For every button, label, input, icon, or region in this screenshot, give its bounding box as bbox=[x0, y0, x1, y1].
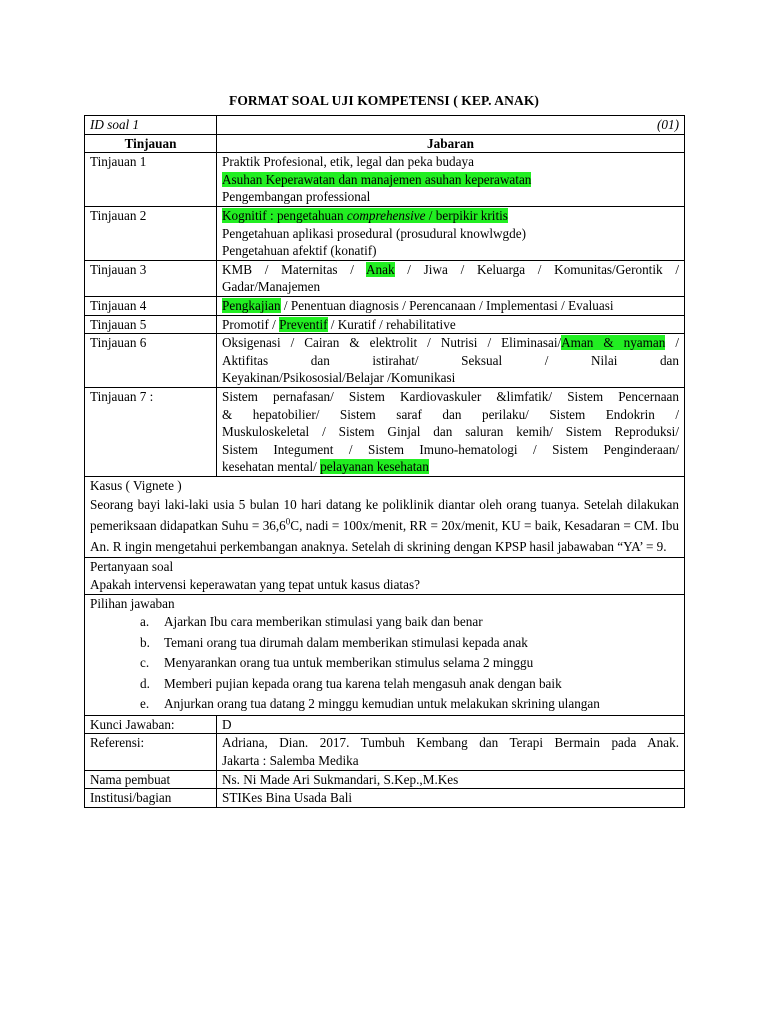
kasus-cell bbox=[85, 476, 685, 558]
tinjauan-jabaran bbox=[217, 206, 685, 260]
referensi-row bbox=[85, 734, 685, 770]
jabaran-text: Gadar/Manajemen bbox=[222, 279, 321, 295]
jabaran-text: Promotif / bbox=[222, 316, 280, 332]
pilihan-row bbox=[85, 594, 685, 715]
kasus-text-part2: C, nadi = 100x/menit, RR = 20x/menit, KU = baik, Kesadaran = CM. Ibu An. R ingin mengetahui perkembangan anaknya. Setelah di skrining dengan KPSP hasil jabawaban “YA’ = 9. bbox=[90, 518, 679, 555]
tinjauan-jabaran bbox=[217, 315, 685, 334]
jabaran-text: Pengetahuan afektif (konatif) bbox=[222, 243, 377, 259]
kasus-text bbox=[90, 494, 679, 557]
pertanyaan-label: Pertanyaan soal bbox=[90, 559, 174, 575]
pembuat-label: Nama pembuat bbox=[85, 770, 217, 789]
highlighted-text: Anak bbox=[365, 261, 395, 277]
kunci-value: D bbox=[217, 715, 685, 734]
jabaran-line bbox=[222, 369, 679, 387]
jabaran-line bbox=[222, 207, 679, 225]
jabaran-text: Sistem pernafasan/ Sistem Kardiovaskuler &limfatik/ Sistem Pencernaan bbox=[222, 388, 679, 404]
jabaran-text: / Penentuan diagnosis / Perencanaan / Implementasi / Evaluasi bbox=[280, 297, 614, 313]
jabaran-text: / Kuratif / rehabilitative bbox=[327, 316, 456, 332]
referensi-value bbox=[217, 734, 685, 770]
jabaran-line bbox=[222, 297, 679, 315]
jabaran-text: Sistem Integument / Sistem Imuno-hematologi / Sistem Penginderaan/ bbox=[222, 441, 679, 457]
jabaran-text: / bbox=[665, 335, 680, 351]
institusi-value: STIKes Bina Usada Bali bbox=[217, 789, 685, 808]
jabaran-text: Pengetahuan aplikasi prosedural (prosudural knowlwgde) bbox=[222, 225, 526, 241]
option-text: Ajarkan Ibu cara memberikan stimulasi yang baik dan benar bbox=[164, 614, 483, 630]
option-text: Menyarankan orang tua untuk memberikan stimulus selama 2 minggu bbox=[164, 655, 534, 671]
tinjauan-jabaran bbox=[217, 334, 685, 388]
tinjauan-label: Tinjauan 6 bbox=[85, 334, 217, 388]
jabaran-line bbox=[222, 171, 679, 189]
answer-option bbox=[140, 633, 679, 654]
jabaran-text: & hepatobilier/ Sistem saraf dan perilaku/ Sistem Endokrin / bbox=[222, 406, 679, 422]
kunci-label: Kunci Jawaban: bbox=[85, 715, 217, 734]
jabaran-line bbox=[222, 188, 679, 206]
institusi-label: Institusi/bagian bbox=[85, 789, 217, 808]
jabaran-line bbox=[222, 423, 679, 441]
tinjauan-row bbox=[85, 153, 685, 207]
tinjauan-row bbox=[85, 260, 685, 296]
header-jabaran: Jabaran bbox=[217, 134, 685, 153]
jabaran-line bbox=[222, 334, 679, 352]
jabaran-text: Muskuloskeletal / Sistem Ginjal dan saluran kemih/ Sistem Reproduksi/ bbox=[222, 424, 679, 440]
id-soal-number: (01) bbox=[217, 116, 685, 135]
tinjauan-jabaran bbox=[217, 296, 685, 315]
option-letter: a. bbox=[140, 614, 150, 630]
kunci-row bbox=[85, 715, 685, 734]
pilihan-label: Pilihan jawaban bbox=[90, 595, 175, 611]
highlighted-text: Preventif bbox=[279, 316, 328, 332]
jabaran-line bbox=[222, 261, 679, 279]
tinjauan-jabaran bbox=[217, 153, 685, 207]
option-letter: b. bbox=[140, 634, 150, 650]
answer-option bbox=[140, 694, 679, 715]
highlighted-text: Kognitif : pengetahuan bbox=[222, 207, 347, 223]
answer-option bbox=[140, 674, 679, 695]
jabaran-text: kesehatan mental/ bbox=[222, 459, 321, 475]
tinjauan-jabaran bbox=[217, 260, 685, 296]
jabaran-text: / Jiwa / Keluarga / Komunitas/Gerontik / bbox=[394, 261, 679, 277]
pertanyaan-cell bbox=[85, 558, 685, 594]
tinjauan-row bbox=[85, 315, 685, 334]
pilihan-cell bbox=[85, 594, 685, 715]
tinjauan-label: Tinjauan 5 bbox=[85, 315, 217, 334]
answer-options-list bbox=[90, 612, 679, 715]
pertanyaan-row bbox=[85, 558, 685, 594]
institusi-row bbox=[85, 789, 685, 808]
highlighted-text: Asuhan Keperawatan dan manajemen asuhan keperawatan bbox=[222, 171, 532, 187]
answer-option bbox=[140, 653, 679, 674]
jabaran-text: Aktifitas dan istirahat/ Seksual / Nilai dan bbox=[222, 352, 679, 368]
jabaran-text: Oksigenasi / Cairan & elektrolit / Nutrisi / Eliminasai/ bbox=[222, 335, 562, 351]
jabaran-text: Pengembangan professional bbox=[222, 189, 371, 205]
jabaran-text: Praktik Profesional, etik, legal dan peka budaya bbox=[222, 154, 474, 170]
header-tinjauan: Tinjauan bbox=[85, 134, 217, 153]
degree-superscript: 0 bbox=[285, 517, 291, 528]
tinjauan-row bbox=[85, 387, 685, 476]
option-text: Temani orang tua dirumah dalam memberikan stimulasi kepada anak bbox=[164, 634, 528, 650]
question-format-table bbox=[84, 115, 685, 808]
kasus-label: Kasus ( Vignete ) bbox=[90, 477, 182, 493]
highlighted-text: comprehensive bbox=[346, 207, 426, 223]
tinjauan-label: Tinjauan 1 bbox=[85, 153, 217, 207]
pembuat-value: Ns. Ni Made Ari Sukmandari, S.Kep.,M.Kes bbox=[217, 770, 685, 789]
jabaran-line bbox=[222, 406, 679, 424]
tinjauan-label: Tinjauan 2 bbox=[85, 206, 217, 260]
jabaran-line bbox=[222, 388, 679, 406]
option-letter: c. bbox=[140, 655, 150, 671]
jabaran-text: Keyakinan/Psikososial/Belajar /Komunikasi bbox=[222, 370, 456, 386]
answer-option bbox=[140, 612, 679, 633]
option-text: Memberi pujian kepada orang tua karena telah mengasuh anak dengan baik bbox=[164, 675, 562, 691]
id-soal-label: ID soal 1 bbox=[85, 116, 217, 135]
jabaran-line bbox=[222, 352, 679, 370]
option-letter: d. bbox=[140, 675, 150, 691]
pertanyaan-text: Apakah intervensi keperawatan yang tepat untuk kasus diatas? bbox=[90, 577, 420, 593]
tinjauan-label: Tinjauan 7 : bbox=[85, 387, 217, 476]
tinjauan-label: Tinjauan 4 bbox=[85, 296, 217, 315]
highlighted-text: / berpikir kritis bbox=[425, 207, 508, 223]
jabaran-line bbox=[222, 242, 679, 260]
highlighted-text: pelayanan kesehatan bbox=[320, 459, 429, 475]
kasus-row bbox=[85, 476, 685, 558]
jabaran-line bbox=[222, 278, 679, 296]
id-row bbox=[85, 116, 685, 135]
option-text: Anjurkan orang tua datang 2 minggu kemudian untuk melakukan skrining ulangan bbox=[164, 696, 600, 712]
referensi-line-2: Jakarta : Salemba Medika bbox=[222, 752, 359, 768]
tinjauan-jabaran bbox=[217, 387, 685, 476]
document-title: FORMAT SOAL UJI KOMPETENSI ( KEP. ANAK) bbox=[228, 93, 540, 108]
highlighted-text: Pengkajian bbox=[222, 297, 281, 313]
tinjauan-row bbox=[85, 296, 685, 315]
jabaran-line bbox=[222, 458, 679, 476]
option-letter: e. bbox=[140, 696, 150, 712]
jabaran-text: KMB / Maternitas / bbox=[222, 261, 366, 277]
jabaran-line bbox=[222, 225, 679, 243]
kasus-text-part1: Seorang bayi laki-laki usia 5 bulan 10 hari datang ke poliklinik diantar oleh orang tuanya. Setelah dilakukan pemeriksaan didapatkan Suhu = 36,6 bbox=[90, 497, 679, 534]
jabaran-line bbox=[222, 153, 679, 171]
tinjauan-label: Tinjauan 3 bbox=[85, 260, 217, 296]
referensi-line-1: Adriana, Dian. 2017. Tumbuh Kembang dan Terapi Bermain pada Anak. bbox=[222, 735, 679, 751]
jabaran-line bbox=[222, 316, 679, 334]
pembuat-row bbox=[85, 770, 685, 789]
tinjauan-row bbox=[85, 334, 685, 388]
highlighted-text: Aman & nyaman bbox=[561, 335, 666, 351]
jabaran-line bbox=[222, 441, 679, 459]
referensi-label: Referensi: bbox=[85, 734, 217, 770]
header-row bbox=[85, 134, 685, 153]
tinjauan-row bbox=[85, 206, 685, 260]
